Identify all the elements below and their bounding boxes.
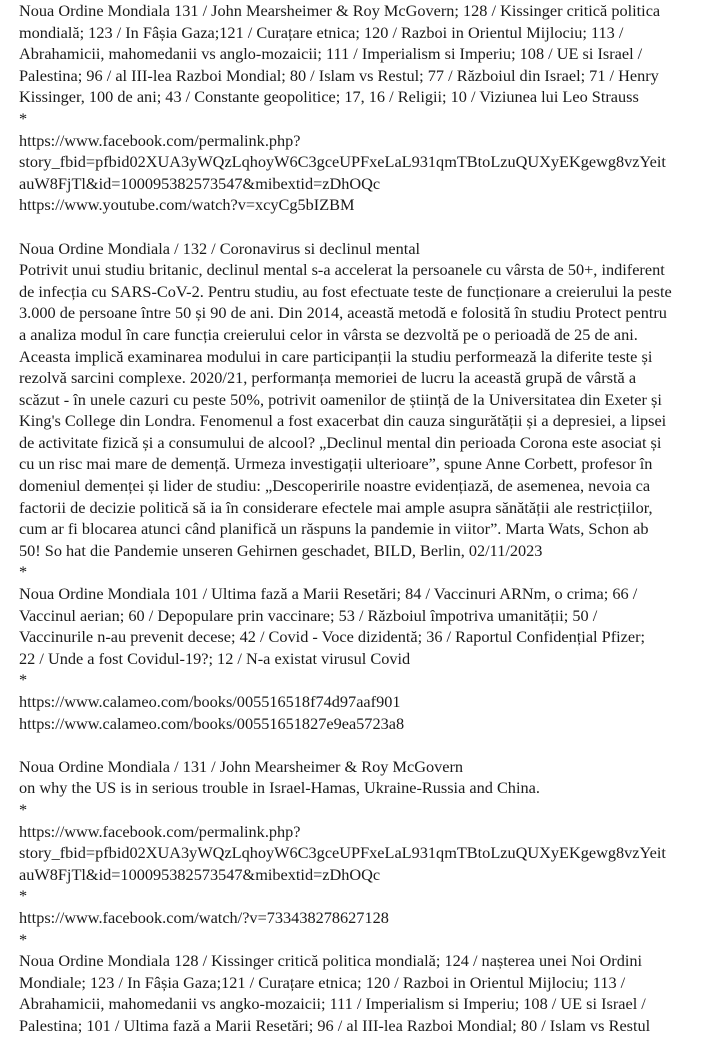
calameo-link-2[interactable]: https://www.calameo.com/books/00551651827e9ea5723a8: [19, 713, 405, 733]
text-line: Potrivit unui studiu britanic, declinul mental s-a accelerat la persoanele cu vârsta de 50+, indiferent: [19, 260, 665, 280]
facebook-permalink-line-3[interactable]: auW8FjTl&id=100095382573547&mibextid=zDhOQc: [19, 864, 381, 884]
text-line: Noua Ordine Mondiala 101 / Ultima fază a Marii Resetări; 84 / Vaccinuri ARNm, o crima; 66 /: [19, 584, 638, 604]
calameo-link-1[interactable]: https://www.calameo.com/books/005516518f74d97aaf901: [19, 692, 401, 711]
separator-asterisk: *: [19, 108, 28, 128]
separator-asterisk: *: [19, 670, 28, 690]
separator-asterisk: *: [19, 929, 28, 949]
text-line: a analiza modul în care funcția creierului celor in vârsta se dezvoltă pe o perioadă de 25 de ani.: [19, 324, 638, 344]
text-line: cum ar fi blocarea atunci când planifică un răspuns la pandemie in viitor”. Marta Wats, Schon ab: [19, 519, 649, 539]
text-line: Noua Ordine Mondiala 131 / John Mearsheimer & Roy McGovern; 128 / Kissinger critică politica: [19, 1, 661, 20]
separator-asterisk: *: [19, 886, 28, 906]
text-line: factorii de decizie politică să ia în considerare efectele mai ample asupra sănătății ale restricțiilor,: [19, 497, 653, 517]
separator-asterisk: *: [19, 562, 28, 582]
text-line: Vaccinul aerian; 60 / Depopulare prin vaccinare; 53 / Războiul împotriva umanității; 50 /: [19, 605, 598, 625]
text-line: Vaccinurile n-au prevenit decese; 42 / Covid - Voce dizidentă; 36 / Raportul Confidențial Pfizer;: [19, 627, 646, 647]
blank-line: [19, 216, 719, 238]
text-line: scăzut - în unele cazuri cu peste 50%, potrivit oamenilor de știință de la Universitatea din Exeter și: [19, 389, 662, 409]
facebook-permalink-line-2[interactable]: story_fbid=pfbid02XUA3yWQzLqhoyW6C3gceUPFxeLaL931qmTBtoLzuQUXyEKgewg8vzYeit: [19, 843, 666, 863]
article-title: Noua Ordine Mondiala / 132 / Coronavirus si declinul mental: [19, 238, 421, 258]
text-line: 3.000 de persoane între 50 și 90 de ani. Din 2014, această metodă e folosită în studiu Protect pentru: [19, 303, 667, 323]
facebook-permalink-line-2[interactable]: story_fbid=pfbid02XUA3yWQzLqhoyW6C3gceUPFxeLaL931qmTBtoLzuQUXyEKgewg8vzYeit: [19, 152, 666, 172]
text-line: de infecția cu SARS-CoV-2. Pentru studiu, au fost efectuate teste de funcționare a creierului la peste: [19, 281, 672, 301]
text-line: Mondiale; 123 / In Fâșia Gaza;121 / Curațare etnica; 120 / Razboi in Orientul Mijlociu; 113 /: [19, 972, 626, 992]
text-line: Aceasta implică examinarea modului in care participanții la studiu performează la diferite teste și: [19, 346, 653, 366]
mearsheimer-article: [19, 756, 719, 950]
text-line: Noua Ordine Mondiala / 131 / John Mearsheimer & Roy McGovern: [19, 756, 464, 776]
text-line: Kissinger, 100 de ani; 43 / Constante geopolitice; 17, 16 / Religii; 10 / Viziunea lui Leo Strauss: [19, 87, 639, 107]
text-line: mondială; 123 / In Fâșia Gaza;121 / Curațare etnica; 120 / Razboi in Orientul Mijlociu; 113 /: [19, 22, 624, 42]
facebook-permalink-line-1[interactable]: https://www.facebook.com/permalink.php?: [19, 821, 301, 841]
facebook-watch-link[interactable]: https://www.facebook.com/watch/?v=733438278627128: [19, 907, 389, 927]
text-line: 22 / Unde a fost Covidul-19?; 12 / N-a existat virusul Covid: [19, 648, 411, 668]
blank-line: [19, 734, 719, 756]
facebook-permalink-line-3[interactable]: auW8FjTl&id=100095382573547&mibextid=zDhOQc: [19, 173, 381, 193]
text-line: 50! So hat die Pandemie unseren Gehirnen geschadet, BILD, Berlin, 02/11/2023: [19, 540, 543, 560]
text-line: cu un risc mai mare de demență. Urmeza investigații ulterioare”, spune Anne Corbett, profesor în: [19, 454, 653, 474]
text-line: Palestina; 101 / Ultima fază a Marii Resetări; 96 / al III-lea Razboi Mondial; 80 / Islam vs Restul: [19, 1015, 651, 1035]
topic-list-paragraph-3: [19, 950, 719, 1036]
text-line: Abrahamicii, mahomedanii vs angko-mozaicii; 111 / Imperialism si Imperiu; 108 / UE si Israel /: [19, 994, 646, 1014]
topic-list-paragraph-2: [19, 583, 719, 734]
text-line: domeniul demenței și lider de studiu: „Descoperirile noastre evidențiază, de asemenea, nevoia ca: [19, 476, 651, 496]
document-body: [19, 0, 719, 1037]
topic-list-paragraph-1: [19, 0, 719, 216]
text-line: de activitate fizică și a consumului de alcool? „Declinul mental din perioada Corona este asociat și: [19, 432, 662, 452]
text-line: King's College din Londra. Fenomenul a fost exacerbat din cauza singurătății și a depresiei, a lipsei: [19, 411, 667, 431]
text-line: Noua Ordine Mondiala 128 / Kissinger critică politica mondială; 124 / nașterea unei Noi Ordini: [19, 951, 643, 971]
text-line: rezolvă sarcini complexe. 2020/21, performanța memoriei de lucru la această grupă de vârstă a: [19, 368, 637, 388]
text-line: on why the US is in serious trouble in Israel-Hamas, Ukraine-Russia and China.: [19, 778, 540, 798]
facebook-permalink-line-1[interactable]: https://www.facebook.com/permalink.php?: [19, 130, 301, 150]
text-line: Abrahamicii, mahomedanii vs anglo-mozaicii; 111 / Imperialism si Imperiu; 108 / UE si Israel /: [19, 44, 643, 64]
coronavirus-article: [19, 238, 719, 584]
separator-asterisk: *: [19, 799, 28, 819]
text-line: Palestina; 96 / al III-lea Razboi Mondial; 80 / Islam vs Restul; 77 / Războiul din Israel; 71 / Henry: [19, 65, 659, 85]
youtube-link[interactable]: https://www.youtube.com/watch?v=xcyCg5bIZBM: [19, 195, 355, 215]
